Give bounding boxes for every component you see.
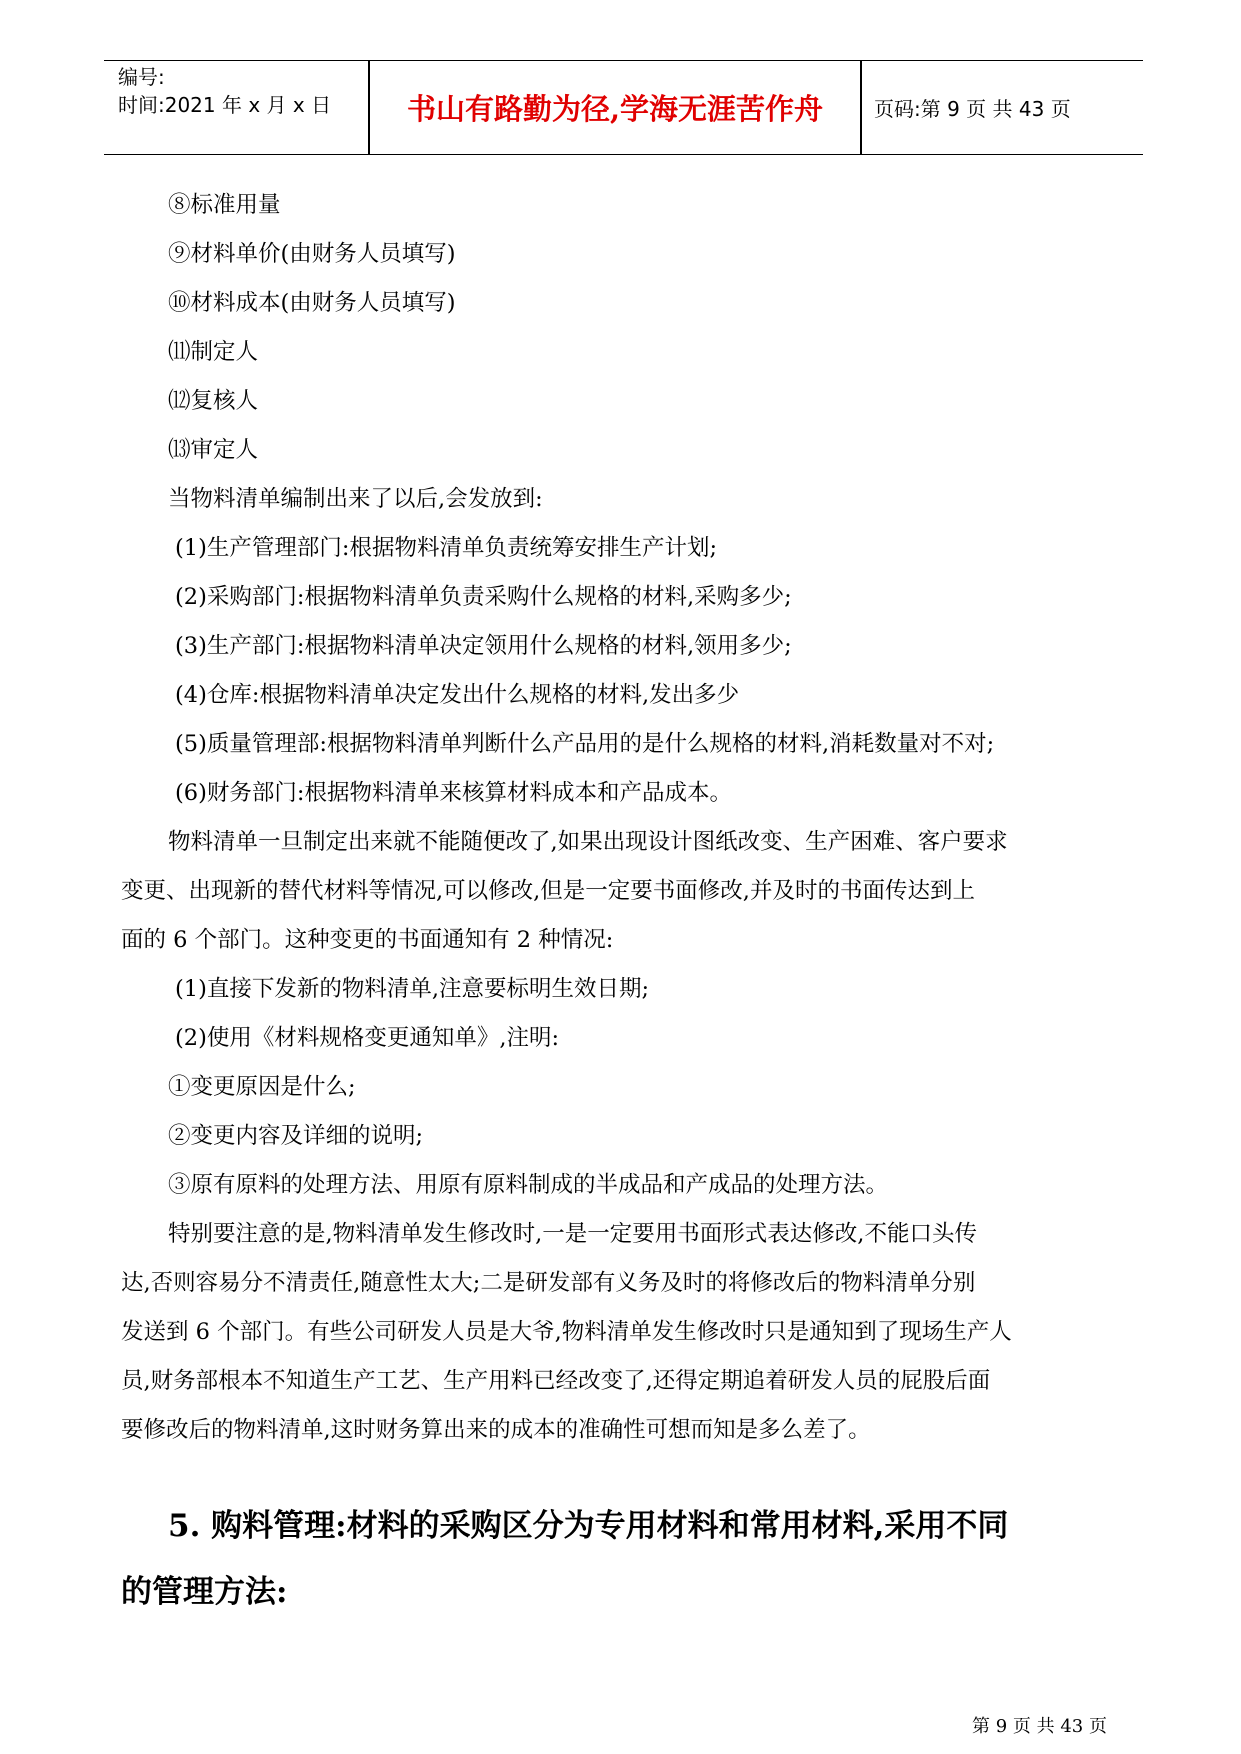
paragraph-line: 面的 6 个部门。这种变更的书面通知有 2 种情况: [121, 927, 614, 953]
intro-line: 当物料清单编制出来了以后,会发放到: [168, 486, 543, 512]
list-item: ⑩材料成本(由财务人员填写) [168, 290, 456, 316]
page-footer: 第 9 页 共 43 页 [972, 1716, 1107, 1737]
section-heading: 5. 购料管理:材料的采购区分为专用材料和常用材料,采用不同 [168, 1508, 1009, 1544]
paragraph-line: 要修改后的物料清单,这时财务算出来的成本的准确性可想而知是多么差了。 [121, 1417, 871, 1443]
header-motto: 书山有路勤为径,学海无涯苦作舟 [406, 92, 824, 126]
list-item: ⑿复核人 [168, 388, 259, 414]
header-divider [860, 61, 862, 154]
department-item: (3)生产部门:根据物料清单决定领用什么规格的材料,领用多少; [175, 633, 792, 659]
paragraph-line: 特别要注意的是,物料清单发生修改时,一是一定要用书面形式表达修改,不能口头传 [168, 1221, 977, 1247]
paragraph-line: 物料清单一旦制定出来就不能随便改了,如果出现设计图纸改变、生产困难、客户要求 [168, 829, 1008, 855]
list-item: ⑧标准用量 [168, 192, 281, 218]
list-item: ⒀审定人 [168, 437, 259, 463]
header-meta [118, 63, 366, 119]
list-item: ⑾制定人 [168, 339, 259, 365]
department-item: (4)仓库:根据物料清单决定发出什么规格的材料,发出多少 [175, 682, 740, 708]
serial-label: 编号: [118, 65, 165, 89]
change-way-item: (1)直接下发新的物料清单,注意要标明生效日期; [175, 976, 650, 1002]
header-page-info: 页码:第 9 页 共 43 页 [874, 97, 1071, 121]
notice-item: ②变更内容及详细的说明; [168, 1123, 424, 1149]
paragraph-line: 变更、出现新的替代材料等情况,可以修改,但是一定要书面修改,并及时的书面传达到上 [121, 878, 975, 904]
department-item: (2)采购部门:根据物料清单负责采购什么规格的材料,采购多少; [175, 584, 792, 610]
paragraph-line: 达,否则容易分不清责任,随意性太大;二是研发部有义务及时的将修改后的物料清单分别 [121, 1270, 976, 1296]
notice-item: ③原有原料的处理方法、用原有原料制成的半成品和产成品的处理方法。 [168, 1172, 889, 1198]
department-item: (1)生产管理部门:根据物料清单负责统筹安排生产计划; [175, 535, 718, 561]
change-way-item: (2)使用《材料规格变更通知单》,注明: [175, 1025, 560, 1051]
department-item: (5)质量管理部:根据物料清单判断什么产品用的是什么规格的材料,消耗数量对不对; [175, 731, 995, 757]
section-heading: 的管理方法: [121, 1574, 288, 1610]
paragraph-line: 发送到 6 个部门。有些公司研发人员是大爷,物料清单发生修改时只是通知到了现场生产人 [121, 1319, 1012, 1345]
notice-item: ①变更原因是什么; [168, 1074, 356, 1100]
list-item: ⑨材料单价(由财务人员填写) [168, 241, 456, 267]
paragraph-line: 员,财务部根本不知道生产工艺、生产用料已经改变了,还得定期追着研发人员的屁股后面 [121, 1368, 991, 1394]
time-label: 时间:2021 年 x 月 x 日 [118, 93, 332, 117]
department-item: (6)财务部门:根据物料清单来核算材料成本和产品成本。 [175, 780, 732, 806]
page-header [104, 60, 1143, 155]
